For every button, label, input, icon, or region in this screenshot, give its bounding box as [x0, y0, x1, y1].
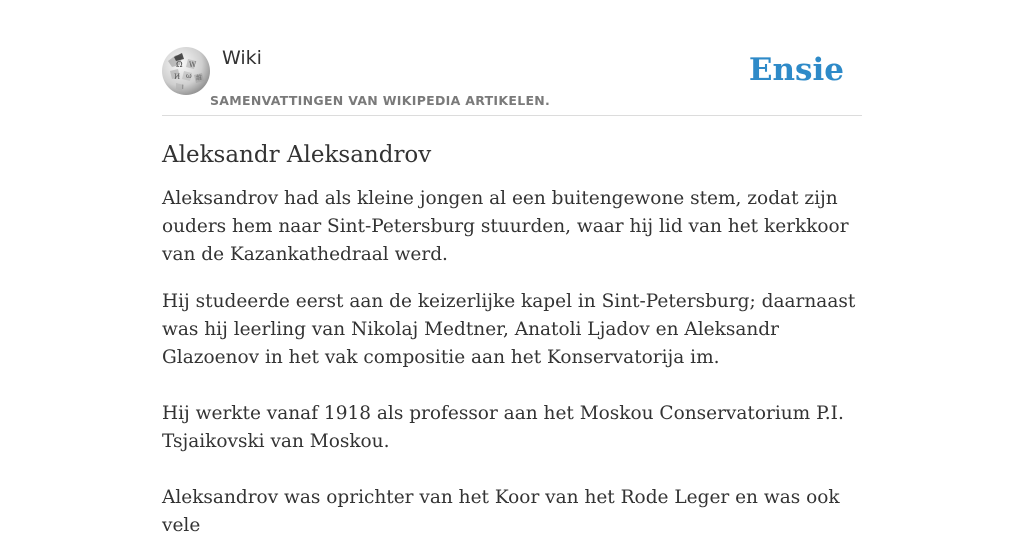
- svg-text:ω: ω: [186, 72, 192, 80]
- site-tagline: SAMENVATTINGEN VAN WIKIPEDIA ARTIKELEN.: [210, 93, 551, 108]
- article-title: Aleksandr Aleksandrov: [162, 142, 432, 168]
- site-name[interactable]: Wiki: [222, 47, 262, 69]
- svg-text:W: W: [189, 61, 197, 69]
- article-paragraph: Aleksandrov had als kleine jongen al een buitengewone stem, zodat zijn ouders hem naar Sint-Petersburg stuurden, waar hij lid van het kerkkoor van de Kazankathedraal werd.: [162, 188, 849, 265]
- svg-text:維: 維: [196, 75, 203, 82]
- svg-text:ا: ا: [182, 84, 184, 91]
- wikipedia-globe-icon[interactable]: [162, 47, 210, 95]
- article-paragraph: Hij studeerde eerst aan de keizerlijke kapel in Sint-Petersburg; daarnaast was hij leerling van Nikolaj Medtner, Anatoli Ljadov en Aleksandr Glazoenov in het vak compositie aan het Konservatorija im. Hij werkte vanaf 1918 als professor aan het Moskou Conservatorium P.I. Tsjaikovski van Moskou. Aleksandrov was oprichter van het Koor van het Rode Leger en was ook vele: [162, 291, 856, 536]
- article: [162, 138, 862, 540]
- svg-text:И: И: [174, 73, 181, 81]
- site-header: [162, 40, 862, 116]
- svg-text:Ω: Ω: [176, 60, 183, 69]
- brand-logo-link[interactable]: Ensie: [748, 52, 844, 88]
